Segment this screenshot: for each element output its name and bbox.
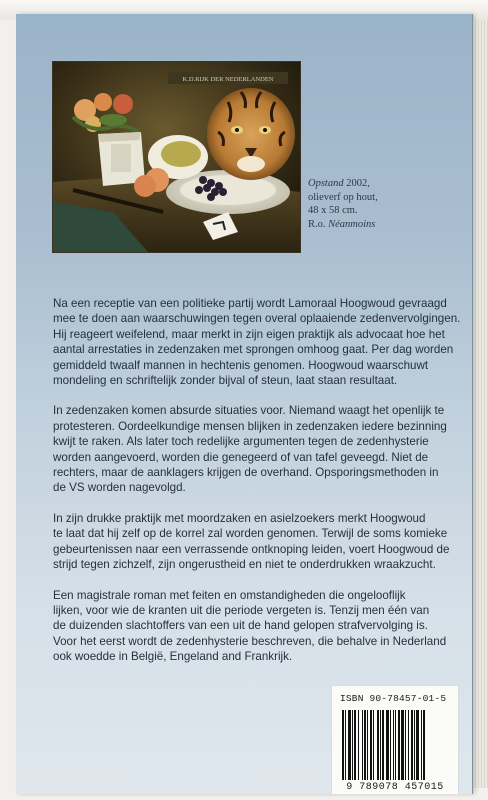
blurb-line: mondeling en schriftelijk zonder bijval of steun, laat staan resultaat. <box>53 374 398 388</box>
blurb-line: strijd tegen zichzelf, zijn ongerustheid en niet te onderdrukken wraakzucht. <box>53 558 436 572</box>
blurb-line: lijken, voor wie de kranten uit die periode vergeten is. Tenzij men één van <box>53 603 430 617</box>
caption-medium: olieverf op hout, <box>308 191 378 203</box>
blurb-text <box>53 296 461 680</box>
painting-inscription: K.D.RIJK DER NEDERLANDEN <box>182 76 274 83</box>
back-cover <box>16 14 472 794</box>
isbn-text: ISBN 90-78457-01-5 <box>340 693 447 704</box>
blurb-line: protesteren. Oordeelkundige mensen blijken in zedenzaken iedere bezinning <box>53 419 447 433</box>
blurb-line: Na een receptie van een politieke partij wordt Lamoraal Hoogwoud gevraagd <box>53 297 447 310</box>
blurb-line: mee te doen aan waarschuwingen tegen overal oplaaiende zedenvervolgingen. <box>53 312 461 326</box>
caption-title-line <box>308 177 458 191</box>
blurb-paragraph-2 <box>53 403 458 495</box>
painting-caption <box>308 177 458 231</box>
caption-title: Opstand <box>308 178 344 189</box>
caption-credit-line <box>308 218 458 232</box>
blurb-line: de VS worden nagevolgd. <box>53 481 186 495</box>
page-edge-stack <box>470 20 488 788</box>
ean-digits: 9 789078 457015 <box>346 782 444 793</box>
blurb-line: ook woedde in België, Engeland and Frankrijk. <box>53 650 293 664</box>
blurb-line: Een magistrale roman met feiten en omstandigheden die ongelooflijk <box>53 588 406 602</box>
caption-credit-prefix: R.o. <box>308 218 326 230</box>
barcode-icon <box>342 710 448 780</box>
blurb-line: Voor het eerst wordt de zedenhysterie beschreven, die behalve in Nederland <box>53 634 447 648</box>
blurb-paragraph-1 <box>53 296 461 388</box>
blurb-line: In zedenzaken komen absurde situaties voor. Niemand waagt het openlijk te <box>53 404 445 418</box>
blurb-line: aantal arrestaties in zedenzaken met sprongen omhoog gaat. Per dag worden <box>53 343 454 357</box>
blurb-line: te laat dat hij zelf op de korrel zal worden genomen. Terwijl de soms komieke <box>53 527 448 541</box>
blurb-line: de duizenden slachtoffers van een uit de hand gelopen strafvervolging is. <box>53 619 428 633</box>
caption-size: 48 x 58 cm. <box>308 205 358 216</box>
blurb-line: In zijn drukke praktijk met moordzaken en asielzoekers merkt Hoogwoud <box>53 511 426 525</box>
cover-painting <box>53 62 300 252</box>
blurb-paragraph-3 <box>53 511 458 573</box>
still-life-with-tiger-image <box>53 62 300 252</box>
caption-credit-name: Néanmoins <box>328 218 376 230</box>
blurb-line: gemiddeld twaalf mannen in hechtenis genomen. Hoogwoud waarschuwt <box>53 358 429 372</box>
barcode-label <box>332 686 458 794</box>
blurb-line: gebeurtenissen naar een verrassende ontknoping leiden, voert Hoogwoud de <box>53 542 450 556</box>
blurb-line: Hij reageert weifelend, maar merkt in zijn eigen praktijk als advocaat hoe het <box>53 327 445 341</box>
blurb-paragraph-4 <box>53 588 458 665</box>
blurb-line: worden aangevoerd, worden die genegeerd of van tafel geveegd. Niet de <box>53 450 429 464</box>
caption-year: 2002, <box>346 178 370 189</box>
blurb-line: kwijt te raken. Als later toch redelijke argumenten tegen de zedenhysterie <box>53 435 429 449</box>
blurb-line: rechters, maar de aanklagers krijgen de overhand. Opsporingsmethoden in <box>53 466 439 480</box>
